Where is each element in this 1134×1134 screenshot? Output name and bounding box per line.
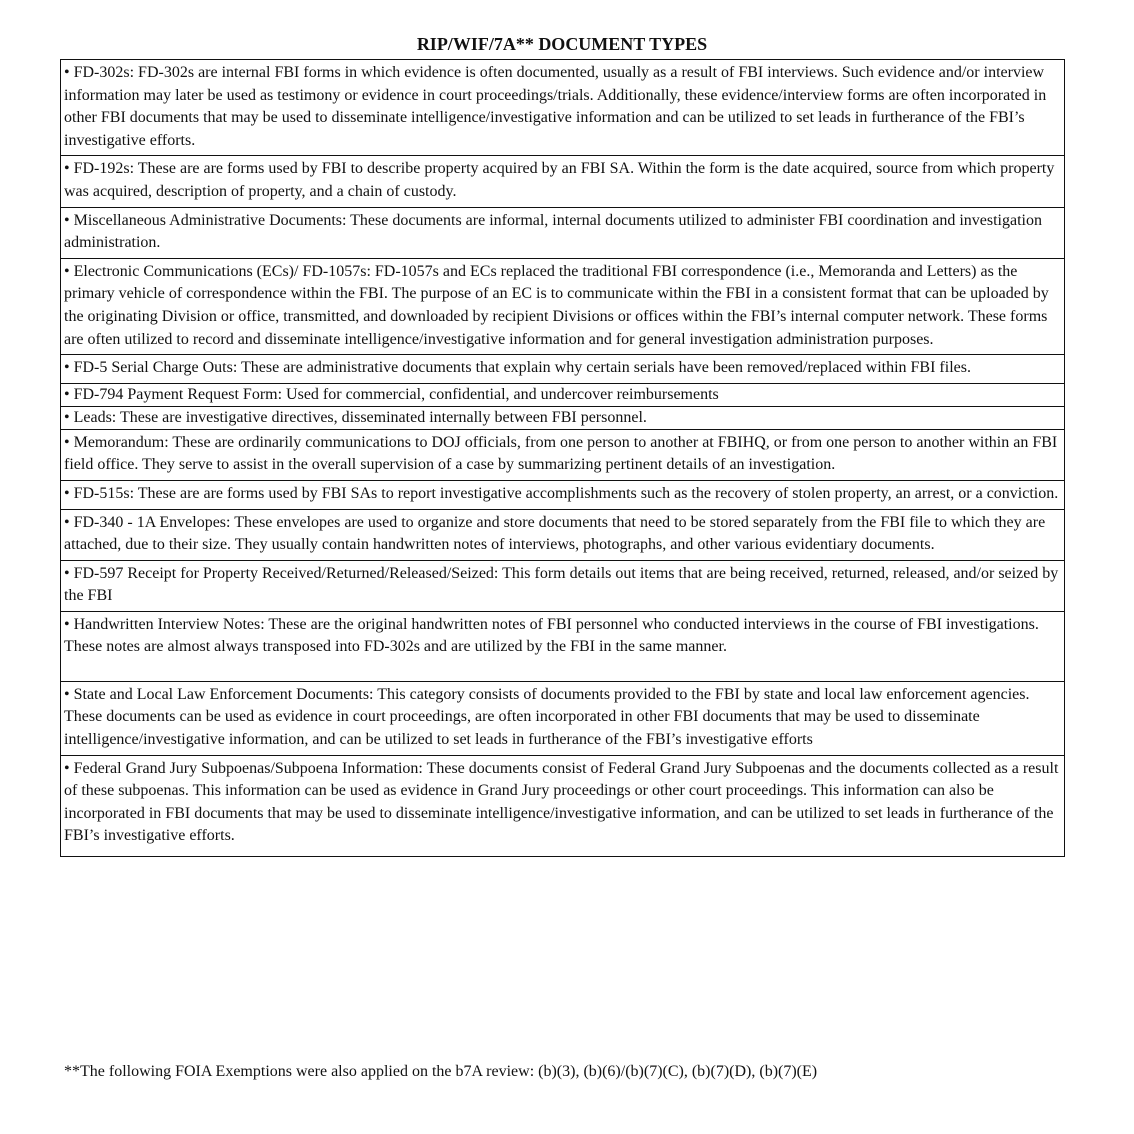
row-fd302: • FD-302s: FD-302s are internal FBI forms in which evidence is often documented, usually as a result of FBI interviews. Such evidence and/or interview information may later be used as testimony or evidence in court proceedings/trials. Additionally, these evidence/interview forms are often incorporated in other FBI documents that may be used to disseminate intelligence/investigative information and can be utilized to set leads in furtherance of the FBI’s investigative efforts. bbox=[61, 60, 1065, 156]
table-row bbox=[61, 480, 1065, 509]
row-fd515: • FD-515s: These are are forms used by FBI SAs to report investigative accomplishments such as the recovery of stolen property, an arrest, or a conviction. bbox=[61, 480, 1065, 509]
row-state-local: • State and Local Law Enforcement Documents: This category consists of documents provided to the FBI by state and local law enforcement agencies. These documents can be used as evidence in court proceedings, are often incorporated in other FBI documents that may be used to disseminate intelligence/investigative information, and can be utilized to set leads in furtherance of the FBI’s investigative efforts bbox=[61, 681, 1065, 755]
row-fd340: • FD-340 - 1A Envelopes: These envelopes are used to organize and store documents that need to be stored separately from the FBI file to which they are attached, due to their size. They usually contain handwritten notes of interviews, photographs, and other various evidentiary documents. bbox=[61, 509, 1065, 560]
row-grand-jury: • Federal Grand Jury Subpoenas/Subpoena Information: These documents consist of Federal Grand Jury Subpoenas and the documents collected as a result of these subpoenas. This information can be used as evidence in Grand Jury proceedings or other court proceedings. This information can also be incorporated in FBI documents that may be used to disseminate intelligence/investigative information, and can be utilized to set leads in furtherance of the FBI’s investigative efforts. bbox=[61, 755, 1065, 856]
row-fd192: • FD-192s: These are are forms used by FBI to describe property acquired by an FBI SA. Within the form is the date acquired, source from which property was acquired, description of property, and a chain of custody. bbox=[61, 156, 1065, 207]
row-misc-admin: • Miscellaneous Administrative Documents: These documents are informal, internal documents utilized to administer FBI coordination and investigation administration. bbox=[61, 207, 1065, 258]
table-row bbox=[61, 755, 1065, 856]
row-handwritten-notes: • Handwritten Interview Notes: These are the original handwritten notes of FBI personnel who conducted interviews in the course of FBI investigations. These notes are almost always transposed into FD-302s and are utilized by the FBI in the same manner. bbox=[61, 611, 1065, 681]
table-row bbox=[61, 355, 1065, 384]
table-row bbox=[61, 156, 1065, 207]
table-row bbox=[61, 207, 1065, 258]
foia-exemptions-footnote: **The following FOIA Exemptions were also applied on the b7A review: (b)(3), (b)(6)/(b)(7)(C), (b)(7)(D), (b)(7)(E) bbox=[64, 1063, 818, 1080]
document-types-table bbox=[60, 59, 1065, 857]
row-electronic-communications: • Electronic Communications (ECs)/ FD-1057s: FD-1057s and ECs replaced the traditional FBI correspondence (i.e., Memoranda and Letters) as the primary vehicle of correspondence within the FBI. The purpose of an EC is to communicate within the FBI in a consistent format that can be uploaded by the originating Division or office, transmitted, and downloaded by recipient Divisions or offices within the FBI’s internal computer network. These forms are often utilized to record and disseminate intelligence/investigative information and for general investigation administration purposes. bbox=[61, 258, 1065, 354]
table-row bbox=[61, 681, 1065, 755]
table-row bbox=[61, 509, 1065, 560]
table-row bbox=[61, 406, 1065, 429]
row-fd794: • FD-794 Payment Request Form: Used for commercial, confidential, and undercover reimbursements bbox=[61, 383, 1065, 406]
row-memorandum: • Memorandum: These are ordinarily communications to DOJ officials, from one person to another at FBIHQ, or from one person to another within an FBI field office. They serve to assist in the overall supervision of a case by summarizing pertinent details of an investigation. bbox=[61, 429, 1065, 480]
table-row bbox=[61, 560, 1065, 611]
table-row bbox=[61, 611, 1065, 681]
table-row bbox=[61, 429, 1065, 480]
row-leads: • Leads: These are investigative directives, disseminated internally between FBI personnel. bbox=[61, 406, 1065, 429]
table-row bbox=[61, 258, 1065, 354]
document-title: RIP/WIF/7A** DOCUMENT TYPES bbox=[416, 34, 708, 54]
table-row bbox=[61, 383, 1065, 406]
table-row bbox=[61, 60, 1065, 156]
row-fd5: • FD-5 Serial Charge Outs: These are administrative documents that explain why certain serials have been removed/replaced within FBI files. bbox=[61, 355, 1065, 384]
row-fd597: • FD-597 Receipt for Property Received/Returned/Released/Seized: This form details out items that are being received, returned, released, and/or seized by the FBI bbox=[61, 560, 1065, 611]
